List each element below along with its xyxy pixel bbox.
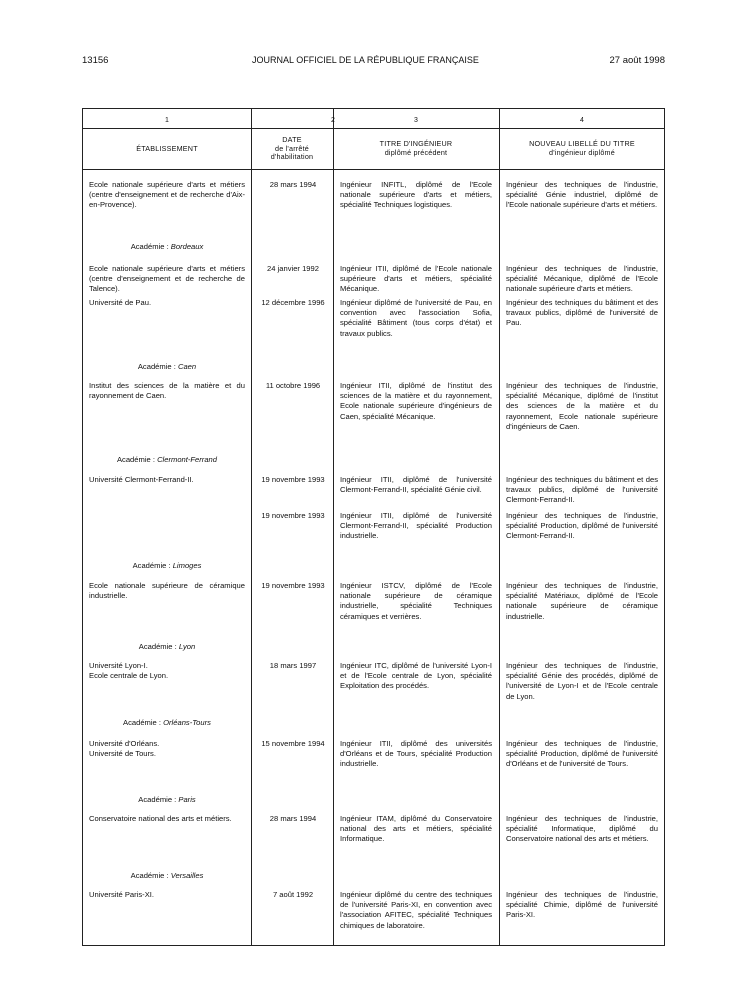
nouveau-libelle-cell: Ingénieur des techniques de l'industrie, spécialité Production, diplômé de l'université Clermont-Ferrand-II. (506, 511, 658, 541)
academy-heading (83, 561, 251, 570)
column-header-line: de l'arrêté (275, 143, 309, 153)
column-header-line: d'habilitation (270, 152, 314, 161)
academy-heading (83, 455, 251, 464)
academy-heading (83, 642, 251, 651)
titre-cell: Ingénieur ITII, diplômé de l'institut des sciences de la matière et du rayonnement, Ecole nationale supérieure d'ingénieurs de Caen, spécialité Mécanique. (340, 381, 492, 421)
etablissement-cell: Université Clermont-Ferrand-II. (89, 475, 194, 484)
date-cell: 15 novembre 1994 (261, 739, 325, 748)
etablissement-line: Université de Tours. (89, 749, 156, 759)
academy-prefix: Académie : (130, 242, 171, 251)
row-divider (83, 128, 664, 129)
nouveau-libelle-cell: Ingénieur des techniques de l'industrie, spécialité Matériaux, diplômé de l'Ecole nationale supérieure de céramique industrielle. (506, 581, 658, 621)
date-cell: 28 mars 1994 (269, 180, 317, 189)
date-cell: 12 décembre 1996 (261, 298, 325, 307)
etablissement-cell: Ecole nationale supérieure d'arts et métiers (centre d'enseignement et de recherche de Talence). (89, 264, 245, 294)
column-divider (251, 109, 252, 945)
titre-cell: Ingénieur ITC, diplômé de l'université Lyon-I et de l'Ecole centrale de Lyon, spécialité Exploitation des procédés. (340, 661, 492, 691)
nouveau-libelle-cell: Ingénieur des techniques de l'industrie, spécialité Chimie, diplômé de l'université Paris-XI. (506, 890, 658, 920)
academy-heading (83, 871, 251, 880)
column-number: 4 (580, 117, 584, 124)
etablissement-line: Université Lyon-I. (89, 661, 148, 670)
titre-cell: Ingénieur ITAM, diplômé du Conservatoire national des arts et métiers, spécialité Informatique. (340, 814, 492, 844)
nouveau-libelle-cell: Ingénieur des techniques de l'industrie, spécialité Mécanique, diplômé de l'Ecole nationale supérieure d'arts et métiers. (506, 264, 658, 294)
column-header-titre (333, 140, 499, 157)
academy-prefix: Académie : (116, 455, 158, 464)
etablissement-cell (89, 661, 245, 681)
habilitation-table (82, 108, 665, 946)
nouveau-libelle-cell: Ingénieur des techniques de l'industrie, spécialité Mécanique, diplômé de l'institut des sciences de la matière et du rayonnement, Ecole nationale supérieure d'ingénieurs de Caen. (506, 381, 658, 431)
nouveau-libelle-cell: Ingénieur des techniques de l'industrie, spécialité Informatique, diplômé du Conservatoire national des arts et métiers. (506, 814, 658, 844)
nouveau-libelle-cell: Ingénieur des techniques du bâtiment et des travaux publics, diplômé de l'université Clermont-Ferrand-II. (506, 475, 658, 505)
column-header-nouveau-libelle (499, 140, 665, 157)
titre-cell: Ingénieur ITII, diplômé de l'université Clermont-Ferrand-II, spécialité Production industrielle. (340, 511, 492, 541)
academy-prefix: Académie : (138, 642, 179, 651)
etablissement-cell: Université Paris-XI. (89, 890, 154, 899)
row-divider (83, 169, 664, 170)
publication-date: 27 août 1998 (609, 55, 665, 66)
date-cell: 19 novembre 1993 (261, 475, 325, 484)
academy-name: Clermont-Ferrand (157, 455, 218, 464)
academy-heading (83, 718, 251, 727)
nouveau-libelle-cell: Ingénieur des techniques de l'industrie, spécialité Production, diplômé de l'université d'Orléans et de l'université de Tours. (506, 739, 658, 769)
date-cell: 19 novembre 1993 (261, 511, 325, 520)
column-number: 2 (331, 117, 335, 124)
etablissement-cell: Ecole nationale supérieure d'arts et métiers (centre d'enseignement et de recherche d'Aix-en-Provence). (89, 180, 245, 210)
column-header-line: TITRE D'INGÉNIEUR (379, 139, 453, 148)
column-number: 1 (165, 117, 169, 124)
column-header-line: NOUVEAU LIBELLÉ DU TITRE (529, 139, 635, 148)
etablissement-line: Ecole centrale de Lyon. (89, 671, 169, 681)
academy-prefix: Académie : (123, 718, 164, 727)
academy-name: Versailles (170, 871, 204, 880)
academy-name: Caen (177, 362, 197, 371)
titre-cell: Ingénieur diplômé de l'université de Pau, en convention avec l'association Sofia, spécialité Bâtiment (tous corps d'état) et travaux publics. (340, 298, 492, 338)
academy-prefix: Académie : (132, 561, 173, 570)
column-divider (333, 109, 334, 945)
nouveau-libelle-cell: Ingénieur des techniques de l'industrie, spécialité Génie industriel, diplômé de l'Ecole nationale supérieure d'arts et métiers. (506, 180, 658, 210)
etablissement-cell: Ecole nationale supérieure de céramique industrielle. (89, 581, 245, 601)
academy-prefix: Académie : (138, 795, 179, 804)
nouveau-libelle-cell: Ingénieur des techniques du bâtiment et des travaux publics, diplômé de l'université de Pau. (506, 298, 658, 328)
titre-cell: Ingénieur ITII, diplômé des universités d'Orléans et de Tours, spécialité Production industrielle. (340, 739, 492, 769)
date-cell: 28 mars 1994 (269, 814, 317, 823)
academy-name: Paris (178, 795, 196, 804)
column-number: 3 (414, 117, 418, 124)
academy-name: Orléans-Tours (163, 718, 211, 727)
date-cell: 11 octobre 1996 (265, 381, 321, 390)
academy-heading (83, 242, 251, 251)
column-header-line: diplômé précédent (384, 147, 448, 157)
titre-cell: Ingénieur diplômé du centre des techniques de l'université Paris-XI, en convention avec l'association AFITEC, spécialité Techniques chimiques de laboratoire. (340, 890, 492, 930)
page-number: 13156 (82, 55, 109, 66)
academy-heading (83, 795, 251, 804)
column-header-line: DATE (282, 135, 302, 144)
date-cell: 18 mars 1997 (269, 661, 317, 670)
academy-name: Bordeaux (170, 242, 204, 251)
titre-cell: Ingénieur ITII, diplômé de l'université Clermont-Ferrand-II, spécialité Génie civil. (340, 475, 492, 495)
academy-heading (83, 362, 251, 371)
etablissement-cell: Université de Pau. (89, 298, 152, 307)
date-cell: 19 novembre 1993 (261, 581, 325, 590)
column-header-date (251, 136, 333, 162)
etablissement-cell: Institut des sciences de la matière et du rayonnement de Caen. (89, 381, 245, 401)
titre-cell: Ingénieur INFITL, diplômé de l'Ecole nationale supérieure d'arts et métiers, spécialité Techniques logistiques. (340, 180, 492, 210)
titre-cell: Ingénieur ISTCV, diplômé de l'Ecole nationale supérieure de céramique industrielle, spécialité Techniques céramiques et verrières. (340, 581, 492, 621)
academy-name: Lyon (178, 642, 196, 651)
column-header-line: d'ingénieur diplômé (549, 147, 615, 157)
etablissement-cell (89, 739, 245, 759)
nouveau-libelle-cell: Ingénieur des techniques de l'industrie, spécialité Génie des procédés, diplômé de l'université de Lyon-I et de l'Ecole centrale de Lyon. (506, 661, 658, 701)
date-cell: 7 août 1992 (272, 890, 314, 899)
date-cell: 24 janvier 1992 (267, 264, 319, 273)
academy-name: Limoges (172, 561, 202, 570)
academy-prefix: Académie : (137, 362, 178, 371)
etablissement-cell: Conservatoire national des arts et métiers. (89, 814, 232, 823)
etablissement-line: Université d'Orléans. (89, 739, 160, 748)
titre-cell: Ingénieur ITII, diplômé de l'Ecole nationale supérieure d'arts et métiers, spécialité Mécanique. (340, 264, 492, 294)
column-divider (499, 109, 500, 945)
academy-prefix: Académie : (130, 871, 171, 880)
journal-title: JOURNAL OFFICIEL DE LA RÉPUBLIQUE FRANÇAISE (252, 55, 479, 65)
column-header-etablissement: ÉTABLISSEMENT (136, 144, 198, 153)
